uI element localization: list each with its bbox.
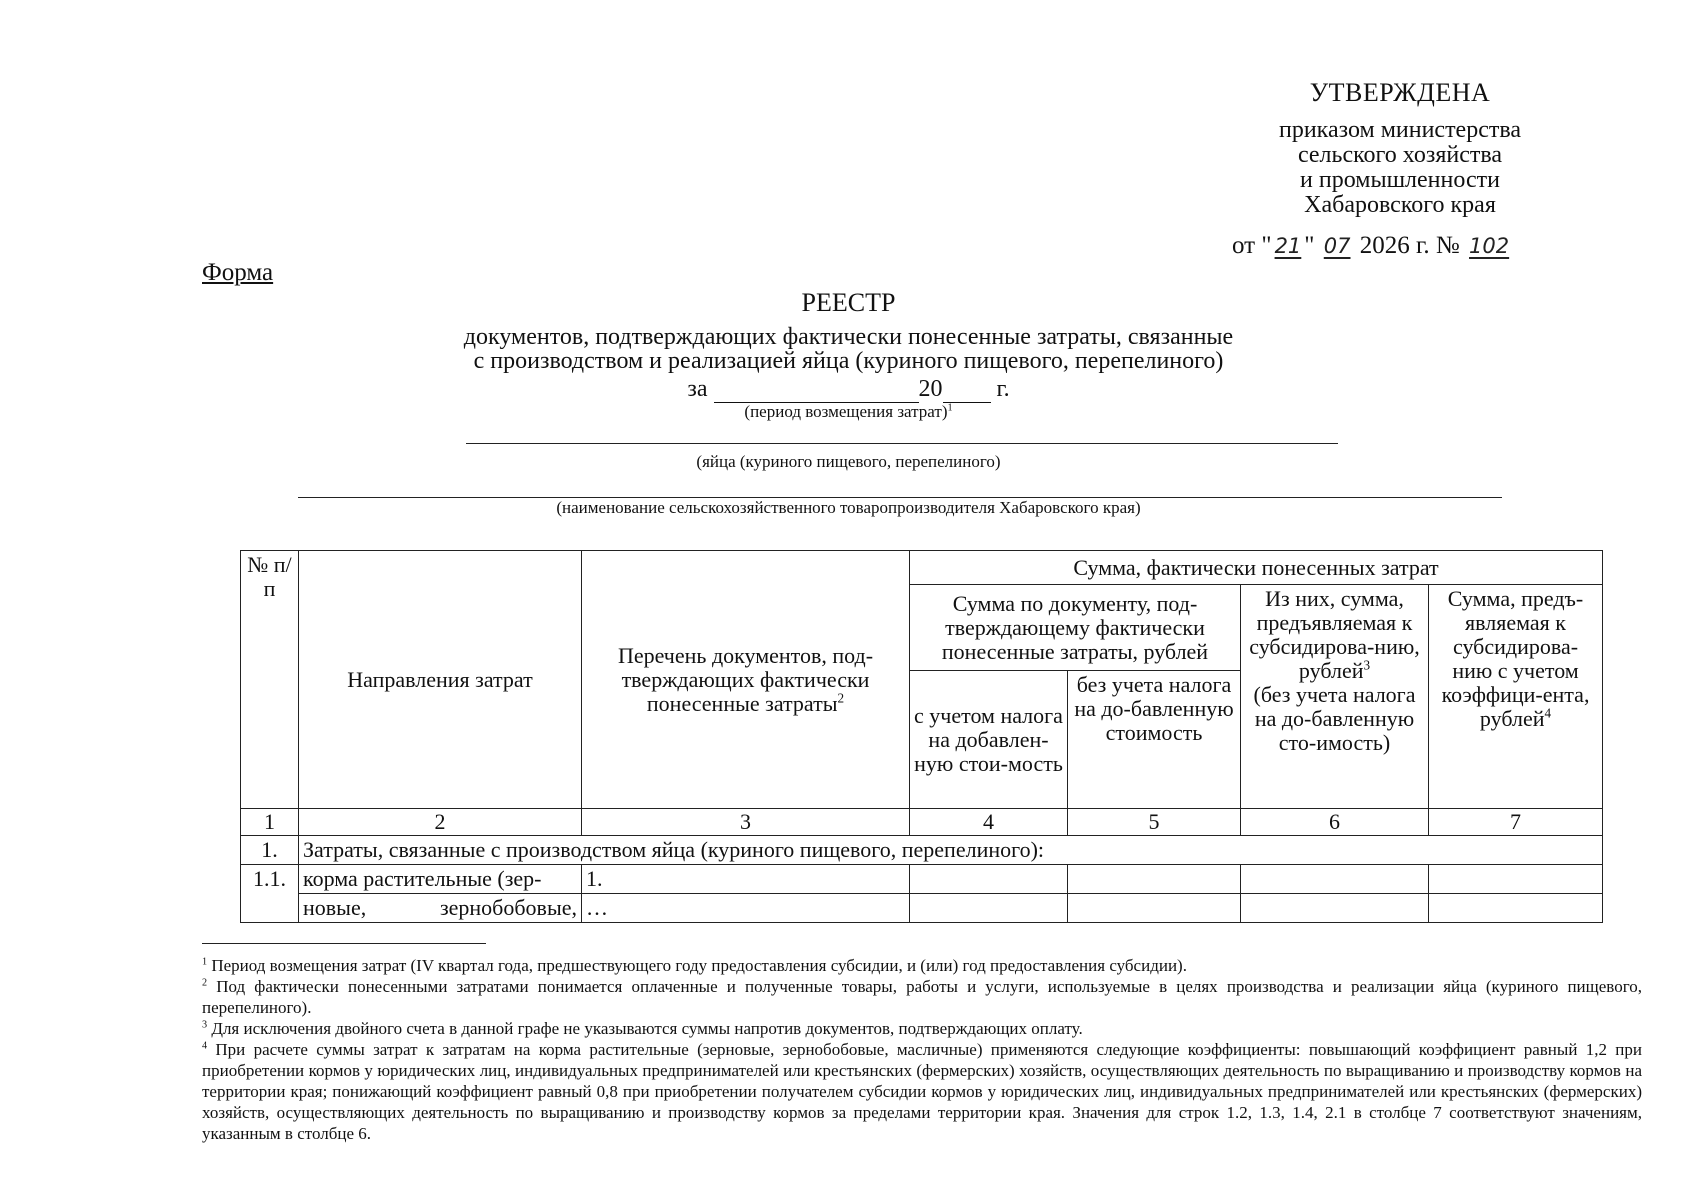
order-number: 102 bbox=[1469, 234, 1510, 258]
order-year-text: 2026 г. № bbox=[1359, 232, 1460, 259]
row-1-1-doc2-without-vat[interactable] bbox=[1068, 894, 1241, 923]
approval-line-1: приказом министерства bbox=[1278, 117, 1522, 143]
header-coefficient-sum: Сумма, предъ-являемая к субсидирова-нию с учетом коэффици-ента, рублей$^4$ bbox=[1429, 585, 1603, 809]
period-prefix: за bbox=[687, 376, 708, 402]
document-title: РЕЕСТР bbox=[801, 288, 896, 317]
row-1-1-doc2-coef[interactable] bbox=[1429, 894, 1603, 923]
footnote-1: $^1$ Период возмещения затрат (IV квартал года, предшествующего году предоставления субсидии, и (или) год предоставления субсидии). bbox=[202, 956, 1187, 975]
row-1-1-doc1-subsidy[interactable] bbox=[1241, 865, 1429, 894]
row-1-1-document-more[interactable]: … bbox=[582, 894, 910, 923]
approval-line-3: и промышленности bbox=[1300, 167, 1500, 193]
order-date-number bbox=[1232, 232, 1512, 260]
row-1-1-doc1-coef[interactable] bbox=[1429, 865, 1603, 894]
row-1-1-doc2-with-vat[interactable] bbox=[910, 894, 1068, 923]
approval-authority bbox=[1230, 118, 1570, 218]
document-subtitle bbox=[0, 325, 1697, 373]
subtitle-line-2: с производством и реализацией яйца (куриного пищевого, перепелиного) bbox=[473, 348, 1224, 374]
period-blank[interactable] bbox=[714, 378, 919, 403]
column-number-1: 1 bbox=[241, 809, 299, 836]
approval-line-2: сельского хозяйства bbox=[1297, 142, 1503, 168]
header-without-vat: без учета налога на до-бавленную стоимость bbox=[1068, 671, 1241, 809]
column-number-6: 6 bbox=[1241, 809, 1429, 836]
section-1-row bbox=[241, 836, 1603, 865]
form-label: Форма bbox=[202, 259, 274, 286]
period-caption-text: (период возмещения затрат) bbox=[744, 402, 948, 421]
row-1-1-direction-line2: новые, зернобобовые, bbox=[299, 894, 582, 923]
row-1-1-direction-line1: корма растительные (зер- bbox=[299, 865, 582, 894]
row-1-1-doc2-subsidy[interactable] bbox=[1241, 894, 1429, 923]
footnote-2: $^2$ Под фактически понесенными затратами понимается оплаченные и полученные товары, работы и услуги, используемые в целях производства и реализации яйца (куриного пищевого, перепелиного). bbox=[202, 977, 1642, 1017]
header-documents: Перечень документов, под-тверждающих фактически понесенные затраты$^2$ bbox=[582, 551, 910, 809]
approval-heading: УТВЕРЖДЕНА bbox=[1309, 78, 1491, 107]
period-caption-sup: 1 bbox=[947, 402, 953, 414]
footnote-separator bbox=[202, 943, 486, 944]
column-number-7: 7 bbox=[1429, 809, 1603, 836]
row-1-1-document-1[interactable]: 1. bbox=[582, 865, 910, 894]
egg-caption: (яйца (куриного пищевого, перепелиного) bbox=[696, 452, 1001, 471]
footnote-3: $^3$ Для исключения двойного счета в данной графе не указываются суммы напротив документов, подтверждающих оплату. bbox=[202, 1019, 1083, 1038]
order-quote: " bbox=[1304, 232, 1315, 259]
period-year-prefix: 20 bbox=[918, 376, 943, 402]
registry-table bbox=[240, 550, 1603, 923]
order-month: 07 bbox=[1323, 234, 1351, 258]
approval-line-4: Хабаровского края bbox=[1304, 192, 1496, 218]
footnotes bbox=[202, 955, 1642, 1144]
row-1-1-doc1-with-vat[interactable] bbox=[910, 865, 1068, 894]
period-caption bbox=[0, 402, 1697, 422]
row-1-1 bbox=[241, 865, 1603, 894]
header-with-vat: с учетом налога на добавлен-ную стои-мость bbox=[910, 671, 1068, 809]
period-year-blank[interactable] bbox=[943, 378, 991, 403]
row-1-1-number: 1.1. bbox=[241, 865, 299, 923]
egg-type-line[interactable] bbox=[466, 443, 1338, 444]
approval-block bbox=[1230, 78, 1570, 218]
period-suffix: г. bbox=[996, 376, 1010, 402]
order-day: 21 bbox=[1274, 234, 1302, 258]
column-number-3: 3 bbox=[582, 809, 910, 836]
header-sum-group: Сумма, фактически понесенных затрат bbox=[910, 551, 1603, 585]
row-1-1-doc1-without-vat[interactable] bbox=[1068, 865, 1241, 894]
header-direction: Направления затрат bbox=[299, 551, 582, 809]
column-numbers-row bbox=[241, 809, 1603, 836]
row-1-1-cont bbox=[241, 894, 1603, 923]
period-line bbox=[0, 376, 1697, 403]
subtitle-line-1: документов, подтверждающих фактически понесенные затраты, связанные bbox=[463, 324, 1234, 350]
column-number-2: 2 bbox=[299, 809, 582, 836]
section-1-title: Затраты, связанные с производством яйца (куриного пищевого, перепелиного): bbox=[299, 836, 1603, 865]
section-1-number: 1. bbox=[241, 836, 299, 865]
producer-caption: (наименование сельскохозяйственного товаропроизводителя Хабаровского края) bbox=[556, 498, 1141, 517]
column-number-5: 5 bbox=[1068, 809, 1241, 836]
header-doc-sum: Сумма по документу, под-тверждающему фактически понесенные затраты, рублей bbox=[910, 585, 1241, 671]
footnote-4: $^4$ При расчете суммы затрат к затратам на корма растительные (зерновые, зернобобовые, масличные) применяются следующие коэффициенты: повышающий коэффициент равный 1,2 при приобретении кормов у юридических лиц, индивидуальных предпринимателей или крестьянских (фермерских) хозяйств, осуществляющих деятельность по выращиванию и производству кормов на территории края; понижающий коэффициент равный 0,8 при приобретении получателем субсидии кормов у юридических лиц, индивидуальных предпринимателей или крестьянских (фермерских) хозяйств, осуществляющих деятельность по выращиванию и производству кормов за пределами территории края. Значения для строк 1.2, 1.3, 1.4, 2.1 в столбце 7 соответствуют значениям, указанным в столбце 6. bbox=[202, 1040, 1642, 1143]
order-prefix: от " bbox=[1232, 232, 1272, 259]
header-subsidy: Из них, сумма, предъявляемая к субсидирова-нию, рублей$^3$ (без учета налога на до-бавленную сто-имость) bbox=[1241, 585, 1429, 809]
column-number-4: 4 bbox=[910, 809, 1068, 836]
header-number: № п/п bbox=[241, 551, 299, 809]
